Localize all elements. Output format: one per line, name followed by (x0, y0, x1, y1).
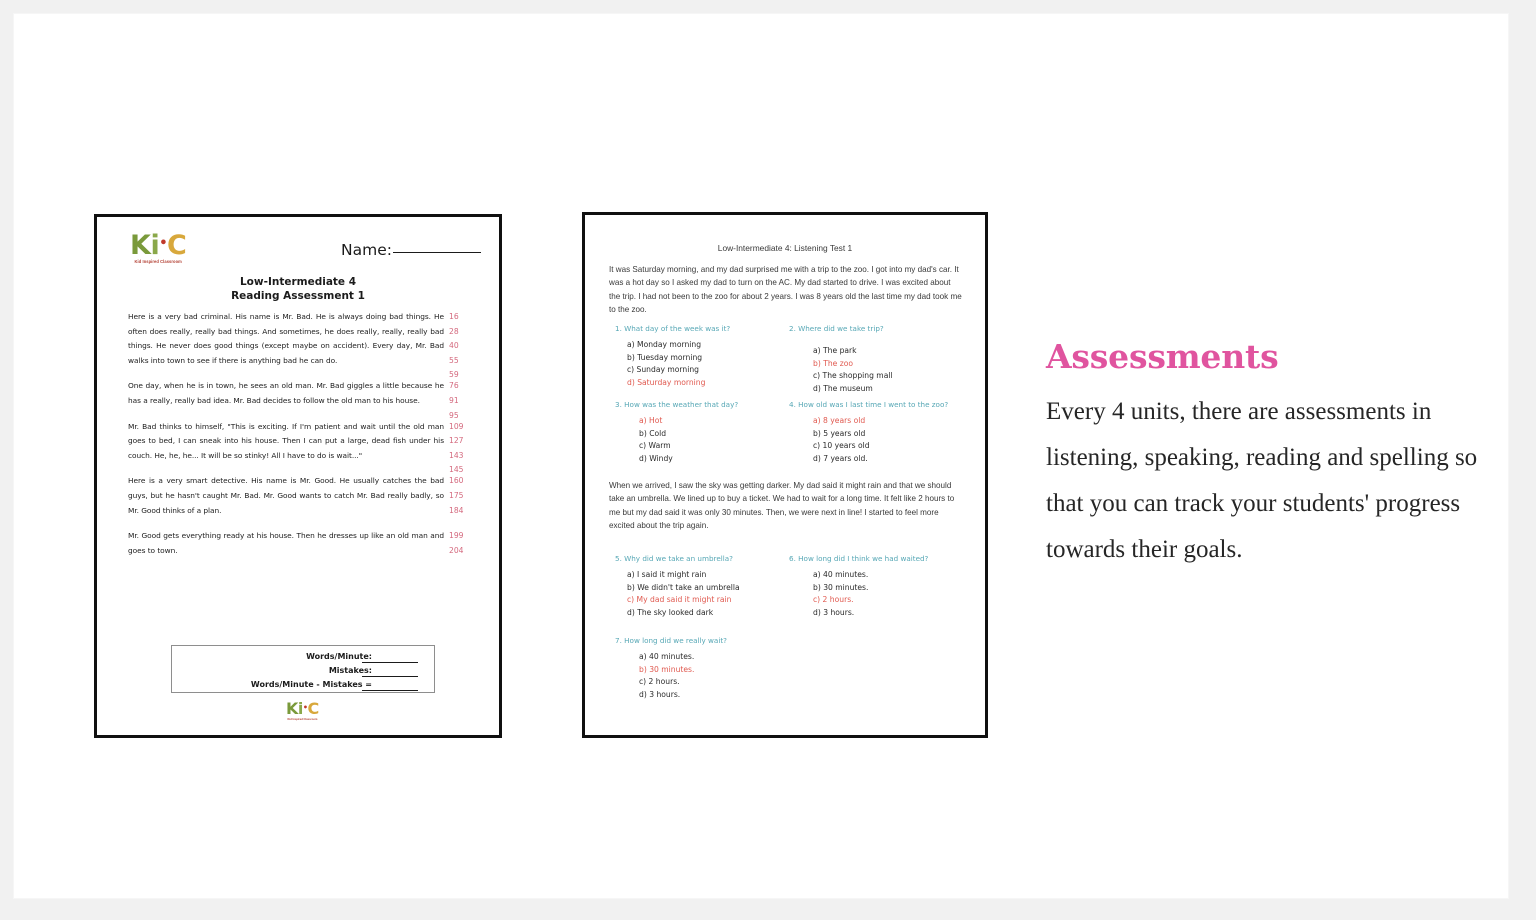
score-box-input-blank[interactable] (362, 676, 418, 677)
panel-heading: Assessments (1046, 337, 1279, 376)
word-count-value: 28 (449, 326, 459, 336)
answer-option[interactable]: a) The park (813, 346, 857, 355)
question-options (615, 339, 793, 389)
question-block-1 (615, 323, 793, 389)
word-count-column (449, 310, 473, 383)
kic-tagline: Kid Inspired Classroom (134, 259, 182, 264)
answer-option[interactable]: d) 3 hours. (639, 689, 681, 699)
answer-option[interactable]: a) 40 minutes. (813, 570, 869, 579)
answer-option[interactable]: a) Monday morning (627, 340, 702, 349)
answer-option[interactable]: d) 3 hours. (813, 607, 855, 617)
kic-letter-c: C (307, 699, 319, 718)
word-count-value: 91 (449, 395, 459, 405)
answer-option-correct[interactable]: a) Hot (639, 416, 663, 425)
reading-paragraph-text: Mr. Good gets everything ready at his house. Then he dresses up like an old man and goes to town. (128, 531, 444, 555)
score-box-input-blank[interactable] (362, 690, 418, 691)
kic-letter-i: i (297, 699, 303, 718)
question-prompt: 4. How old was I last time I went to the zoo? (789, 400, 949, 409)
score-box-row (172, 666, 434, 680)
kic-letter-k: K (130, 230, 151, 261)
word-count-value: 160 (449, 476, 464, 486)
assessments-panel (1046, 339, 1516, 573)
kic-letter-dot: • (159, 236, 168, 251)
score-box-label: Words/Minute: (306, 652, 372, 661)
word-count-column (449, 379, 473, 423)
listening-paragraph-1: It was Saturday morning, and my dad surprised me with a trip to the zoo. I got into my dad's car. It was a hot day so I asked my dad to turn on the AC. My dad started to drive. I was excited about the trip. I had not been to the zoo for about 2 years. I was 8 years old the last time my dad took me to the zoo. (609, 265, 962, 314)
question-block-2 (789, 323, 969, 395)
reading-paragraph-text: Here is a very bad criminal. His name is Mr. Bad. He is always doing bad things. He often does really, really bad things. And sometimes, he does really, really, really bad things. He never does good things (except maybe on accident). Every day, Mr. Bad walks into town to see if there is anything bad he can do. (128, 312, 444, 365)
word-count-value: 199 (449, 531, 464, 541)
score-box-row (172, 680, 434, 694)
reading-paragraph (128, 420, 473, 475)
score-box-label: Mistakes: (328, 666, 372, 675)
answer-option[interactable]: c) 2 hours. (639, 677, 680, 687)
answer-option[interactable]: b) 5 years old (813, 428, 866, 438)
answer-option[interactable]: d) Windy (639, 453, 673, 463)
answer-option[interactable]: a) I said it might rain (627, 570, 707, 579)
word-count-value: 16 (449, 312, 459, 321)
slide-canvas (14, 14, 1508, 898)
question-prompt: 5. Why did we take an umbrella? (615, 554, 733, 563)
question-options (615, 415, 793, 465)
question-options (789, 415, 969, 465)
kic-letter-i: i (150, 230, 160, 261)
panel-body-text: Every 4 units, there are assessments in listening, speaking, reading and spelling so that you can track your students' progress towards their goals. (1046, 398, 1478, 564)
word-count-column (449, 474, 473, 518)
word-count-value: 95 (449, 410, 459, 420)
name-input-blank[interactable] (393, 252, 481, 253)
answer-option-correct[interactable]: c) 2 hours. (813, 595, 854, 605)
question-prompt: 7. How long did we really wait? (615, 636, 727, 645)
word-count-value: 184 (449, 505, 464, 515)
listening-test-page (582, 212, 988, 738)
question-block-6 (789, 553, 969, 619)
reading-paragraph-text: Here is a very smart detective. His name is Mr. Good. He usually catches the bad guys, but he hasn't caught Mr. Bad. Mr. Good wants to catch Mr. Bad really badly, so Mr. Good thinks of a plan. (128, 476, 444, 515)
question-block-5 (615, 553, 793, 619)
kic-letter-c: C (167, 230, 187, 261)
word-count-value: 143 (449, 450, 464, 460)
kic-logo-top (130, 232, 186, 264)
listening-doc-title: Low-Intermediate 4: Listening Test 1 (717, 243, 853, 253)
word-count-value: 127 (449, 436, 464, 446)
score-box (171, 645, 435, 693)
word-count-column (449, 420, 473, 478)
reading-paragraph (128, 379, 473, 420)
question-options (789, 345, 969, 395)
question-options (789, 569, 969, 619)
answer-option-correct[interactable]: c) My dad said it might rain (627, 595, 732, 605)
kic-tagline: Kid Inspired Classroom (287, 717, 318, 721)
answer-option[interactable]: a) 40 minutes. (639, 652, 695, 661)
score-box-label: Words/Minute - Mistakes = (250, 680, 372, 689)
reading-paragraph (128, 474, 473, 518)
reading-passage (128, 310, 473, 569)
answer-option[interactable]: d) 7 years old. (813, 453, 868, 463)
reading-assessment-page (94, 214, 502, 738)
reading-paragraph (128, 529, 473, 558)
question-prompt: 1. What day of the week was it? (615, 324, 731, 333)
word-count-value: 175 (449, 490, 464, 500)
word-count-value: 55 (449, 355, 459, 365)
answer-option[interactable]: b) 30 minutes. (813, 582, 869, 592)
listening-paragraph-2: When we arrived, I saw the sky was getting darker. My dad said it might rain and that we should take an umbrella. We lined up to buy a ticket. We had to wait for a long time. It felt like 2 hours to me but my dad said it was only 30 minutes. Then, we were next in line! I started to feel more excited about the trip again. (609, 481, 955, 530)
answer-option[interactable]: d) The museum (813, 383, 873, 393)
word-count-value: 204 (449, 545, 464, 555)
reading-doc-title (97, 275, 499, 303)
word-count-value: 40 (449, 341, 459, 351)
answer-option[interactable]: d) The sky looked dark (627, 607, 714, 617)
question-prompt: 3. How was the weather that day? (615, 400, 739, 409)
answer-option[interactable]: c) The shopping mall (813, 371, 893, 381)
question-prompt: 2. Where did we take trip? (789, 324, 884, 333)
question-block-7 (615, 635, 793, 701)
reading-paragraph-text: One day, when he is in town, he sees an old man. Mr. Bad giggles a little because he has a really, really bad idea. Mr. Bad decides to follow the old man to his house. (128, 381, 444, 405)
question-block-3 (615, 399, 793, 465)
answer-option[interactable]: b) We didn't take an umbrella (627, 582, 740, 592)
answer-option[interactable]: c) Warm (639, 441, 671, 451)
question-options (615, 569, 793, 619)
word-count-value: 76 (449, 381, 459, 391)
answer-option[interactable]: c) Sunday morning (627, 365, 699, 375)
answer-option-correct[interactable]: d) Saturday morning (627, 377, 706, 387)
reading-title-line-1: Low-Intermediate 4 (239, 276, 357, 288)
question-prompt: 6. How long did I think we had waited? (789, 554, 929, 563)
word-count-column (449, 529, 473, 558)
score-box-input-blank[interactable] (362, 662, 418, 663)
name-field-row (341, 241, 481, 259)
kic-wordmark (130, 232, 186, 259)
word-count-value: 59 (449, 370, 459, 380)
answer-option-correct[interactable]: b) 30 minutes. (639, 664, 695, 674)
answer-option-correct[interactable]: a) 8 years old (813, 416, 866, 425)
question-block-4 (789, 399, 969, 465)
word-count-value: 109 (449, 421, 464, 431)
answer-option[interactable]: c) 10 years old (813, 441, 870, 451)
reading-paragraph (128, 310, 473, 380)
kic-logo-bottom (286, 701, 319, 721)
reading-title-line-2: Reading Assessment 1 (231, 290, 365, 303)
answer-option[interactable]: b) Cold (639, 428, 667, 438)
answer-option-correct[interactable]: b) The zoo (813, 358, 854, 368)
kic-wordmark (286, 701, 319, 717)
name-label: Name: (341, 241, 392, 259)
reading-paragraph-text: Mr. Bad thinks to himself, "This is exciting. If I'm patient and wait until the old man goes to bed, I can sneak into his house. Then I can put a large, dead fish under his couch. He, he, he... It will be so stinky! All I have to do is wait..." (128, 421, 444, 460)
answer-option[interactable]: b) Tuesday morning (627, 352, 703, 362)
word-count-value: 145 (449, 465, 464, 475)
kic-letter-k: K (286, 699, 298, 718)
question-options (615, 651, 793, 701)
kic-letter-dot: • (302, 703, 308, 712)
score-box-row (172, 652, 434, 666)
